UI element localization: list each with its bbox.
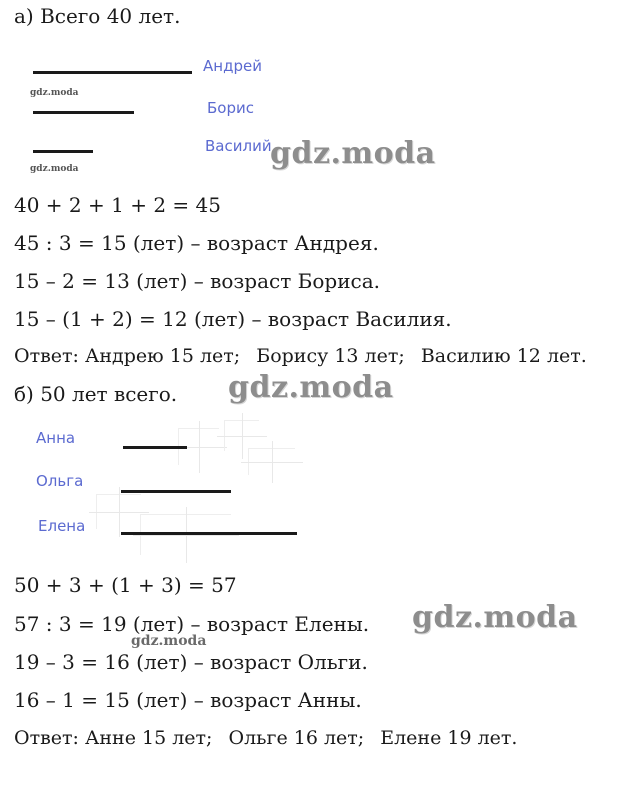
watermark-small: gdz.moda [30, 164, 79, 174]
part-b-line-1: 50 + 3 + (1 + 3) = 57 [14, 573, 237, 597]
answer-label: Ответ: [14, 345, 79, 367]
part-b-line-3: 19 – 3 = 16 (лет) – возраст Ольги. [14, 650, 368, 674]
part-a-line-4: 15 – (1 + 2) = 12 (лет) – возраст Василия. [14, 307, 452, 331]
watermark: gdz.moda [412, 600, 578, 635]
label-elena: Елена [38, 517, 86, 535]
background-grid [248, 448, 295, 475]
segment-vasily [33, 150, 93, 153]
background-grid [96, 494, 141, 529]
watermark-small: gdz.moda [131, 633, 207, 649]
part-b-answer [14, 726, 517, 750]
watermark-small: gdz.moda [30, 88, 79, 98]
label-boris: Борис [207, 99, 254, 117]
answer-item: Анне 15 лет; [85, 727, 213, 749]
part-a-line-2: 45 : 3 = 15 (лет) – возраст Андрея. [14, 231, 379, 255]
part-b-line-2: 57 : 3 = 19 (лет) – возраст Елены. [14, 612, 370, 636]
answer-label: Ответ: [14, 727, 79, 749]
background-grid [224, 420, 259, 451]
part-b-heading: б) 50 лет всего. [14, 382, 178, 406]
part-a-answer [14, 344, 587, 368]
watermark: gdz.moda [228, 370, 394, 405]
part-b-line-4: 16 – 1 = 15 (лет) – возраст Анны. [14, 688, 362, 712]
answer-item: Борису 13 лет; [256, 345, 405, 367]
label-anna: Анна [36, 429, 76, 447]
answer-item: Андрею 15 лет; [85, 345, 241, 367]
answer-item: Елене 19 лет. [380, 727, 518, 749]
part-a-line-1: 40 + 2 + 1 + 2 = 45 [14, 193, 221, 217]
segment-anna [123, 446, 187, 449]
part-a-line-3: 15 – 2 = 13 (лет) – возраст Бориса. [14, 269, 381, 293]
segment-andrey [33, 71, 192, 74]
segment-boris [33, 111, 134, 114]
answer-item: Ольге 16 лет; [228, 727, 365, 749]
watermark: gdz.moda [270, 136, 436, 171]
answer-item: Василию 12 лет. [420, 345, 587, 367]
segment-elena [121, 532, 297, 535]
label-olga: Ольга [36, 472, 84, 490]
part-a-heading: а) Всего 40 лет. [14, 4, 181, 28]
label-vasily: Василий [205, 137, 272, 155]
label-andrey: Андрей [203, 57, 262, 75]
segment-olga [121, 490, 231, 493]
